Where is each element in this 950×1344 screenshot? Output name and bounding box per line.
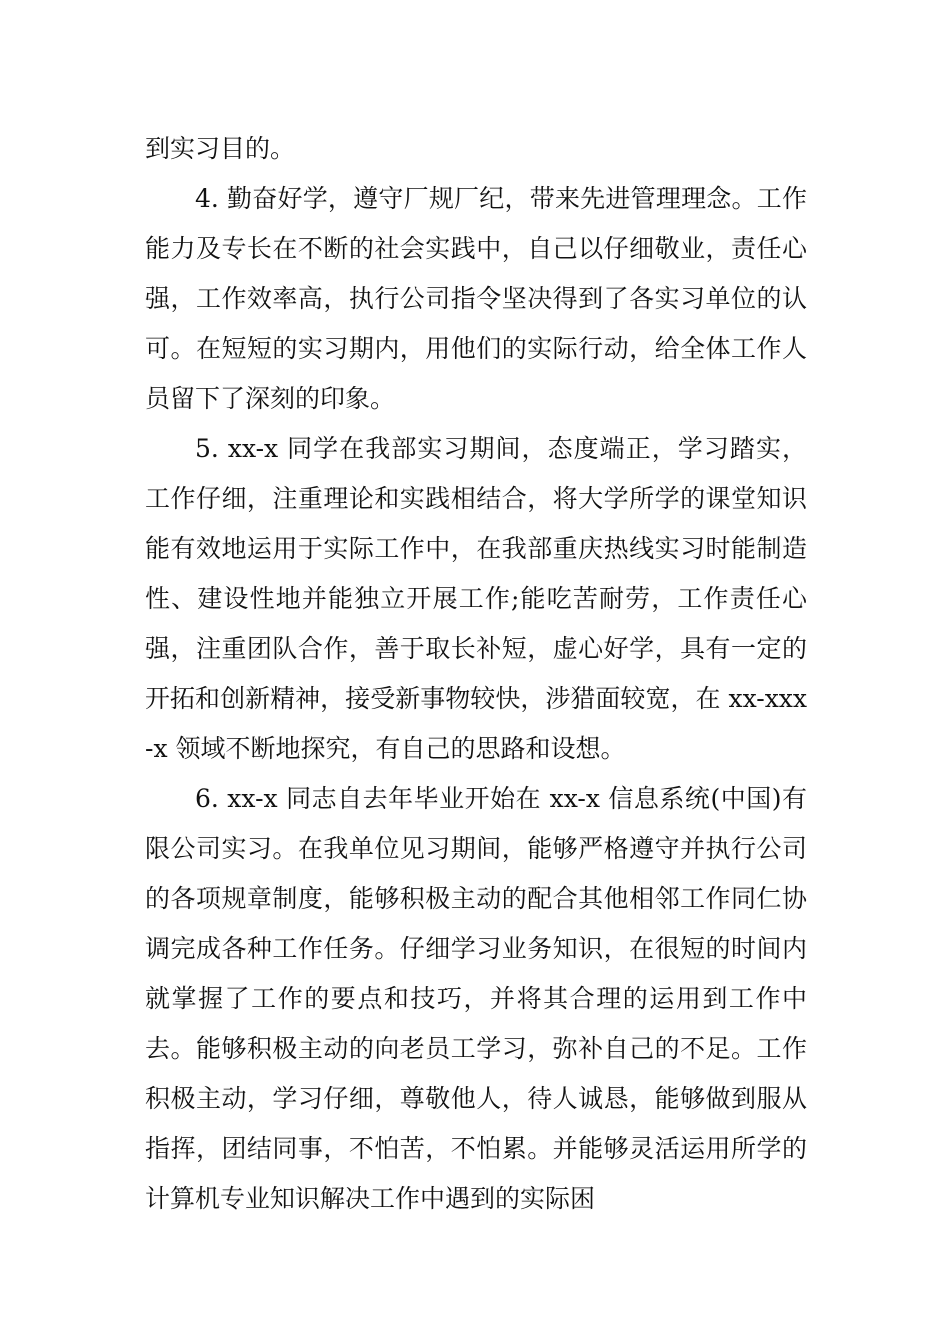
document-body: [145, 124, 807, 1224]
paragraph-item-6: 6. xx-x 同志自去年毕业开始在 xx-x 信息系统(中国)有限公司实习。在我单位见习期间，能够严格遵守并执行公司的各项规章制度，能够积极主动的配合其他相邻工作同仁协调完成各种工作任务。仔细学习业务知识，在很短的时间内就掌握了工作的要点和技巧，并将其合理的运用到工作中去。能够积极主动的向老员工学习，弥补自己的不足。工作积极主动，学习仔细，尊敬他人，待人诚恳，能够做到服从指挥，团结同事，不怕苦，不怕累。并能够灵活运用所学的计算机专业知识解决工作中遇到的实际困: [145, 784, 807, 1213]
paragraph-continuation: 到实习目的。: [145, 134, 296, 163]
paragraph-item-5: 5. xx-x 同学在我部实习期间，态度端正，学习踏实，工作仔细，注重理论和实践相结合，将大学所学的课堂知识能有效地运用于实际工作中，在我部重庆热线实习时能制造性、建设性地并能独立开展工作;能吃苦耐劳，工作责任心强，注重团队合作，善于取长补短，虚心好学，具有一定的开拓和创新精神，接受新事物较快，涉猎面较宽，在 xx-xxx-x 领域不断地探究，有自己的思路和设想。: [145, 434, 807, 763]
paragraph-item-4: 4. 勤奋好学，遵守厂规厂纪，带来先进管理理念。工作能力及专长在不断的社会实践中，自己以仔细敬业，责任心强，工作效率高，执行公司指令坚决得到了各实习单位的认可。在短短的实习期内，用他们的实际行动，给全体工作人员留下了深刻的印象。: [145, 184, 807, 413]
